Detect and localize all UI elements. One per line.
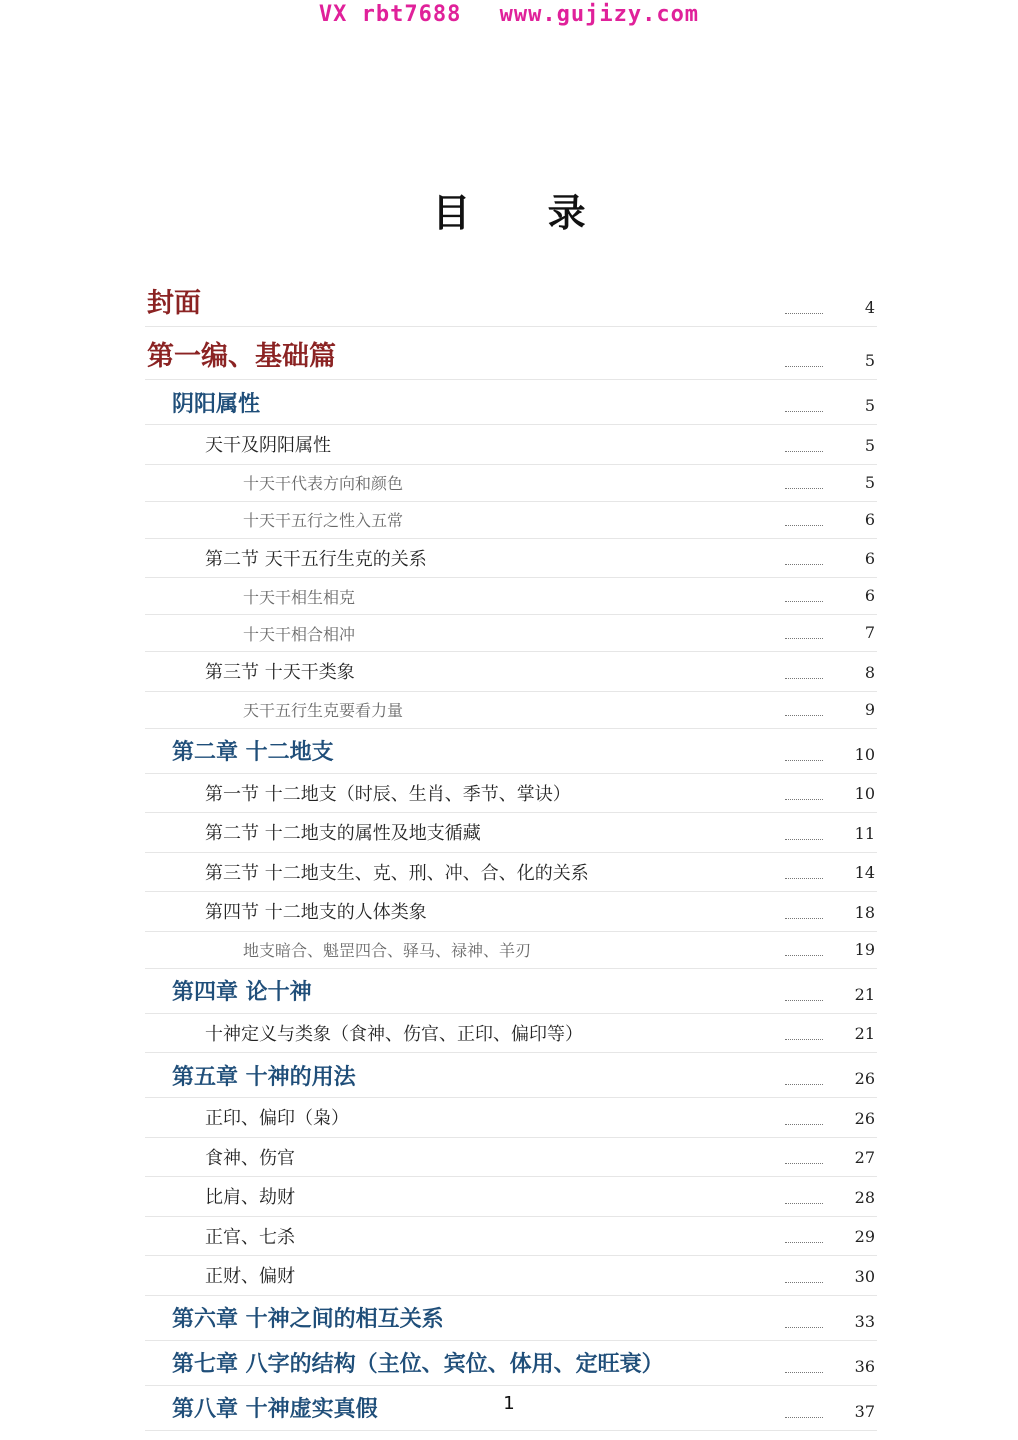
toc-entry-label: 封面 <box>147 287 201 319</box>
toc-leader-dots <box>785 1327 823 1328</box>
toc-entry-label: 十天干相生相克 <box>243 587 356 607</box>
toc-entry[interactable] <box>145 425 877 465</box>
toc-entry-label: 第五章 十神的用法 <box>172 1063 356 1090</box>
toc-leader-dots <box>785 1242 823 1243</box>
toc-entry-page: 5 <box>864 435 875 455</box>
toc-leader-dots <box>785 601 823 602</box>
toc-leader-dots <box>785 366 823 367</box>
toc-entry-page: 36 <box>854 1356 875 1376</box>
toc-entry-page: 5 <box>864 351 875 370</box>
toc-entry-page: 14 <box>854 863 875 882</box>
watermark-wechat: VX rbt7688 <box>318 2 462 27</box>
toc-entry[interactable] <box>145 1256 877 1296</box>
toc-entry-page: 26 <box>854 1108 875 1128</box>
toc-entry[interactable] <box>145 1296 877 1341</box>
toc-entry-page: 21 <box>854 1024 875 1043</box>
toc-entry-label: 第六章 十神之间的相互关系 <box>172 1306 444 1332</box>
toc-entry[interactable] <box>145 1053 877 1098</box>
toc-entry-page: 5 <box>864 472 875 492</box>
toc-entry-label: 第一编、基础篇 <box>147 340 336 372</box>
toc-entry-page: 18 <box>854 902 875 922</box>
toc-entry[interactable] <box>145 539 877 579</box>
toc-leader-dots <box>785 451 823 452</box>
toc-entry[interactable] <box>145 465 877 502</box>
toc-entry-page: 10 <box>854 744 875 764</box>
toc-leader-dots <box>785 1039 823 1040</box>
toc-leader-dots <box>785 1203 823 1204</box>
toc-entry[interactable] <box>145 813 877 853</box>
toc-entry-label: 第七章 八字的结构（主位、宾位、体用、定旺衰） <box>172 1351 664 1377</box>
toc-leader-dots <box>785 1163 823 1164</box>
toc-entry-label: 第三节 十二地支生、克、刑、冲、合、化的关系 <box>205 862 589 884</box>
toc-leader-dots <box>785 525 823 526</box>
toc-leader-dots <box>785 799 823 800</box>
toc-entry[interactable] <box>145 774 877 814</box>
toc-entry-label: 十天干代表方向和颜色 <box>243 474 404 493</box>
toc-leader-dots <box>785 1282 823 1283</box>
toc-entry-page: 19 <box>854 939 875 959</box>
page-number: 1 <box>503 1393 515 1414</box>
watermark-url: www.gujizy.com <box>499 2 700 27</box>
toc-leader-dots <box>785 678 823 679</box>
toc-leader-dots <box>785 564 823 565</box>
toc-entry[interactable] <box>145 692 877 729</box>
toc-entry[interactable] <box>145 1341 877 1386</box>
toc-entry[interactable] <box>145 853 877 893</box>
table-of-contents <box>145 274 877 1431</box>
toc-entry-page: 9 <box>864 699 875 719</box>
toc-leader-dots <box>785 715 823 716</box>
toc-entry-label: 第八章 十神虚实真假 <box>172 1396 378 1422</box>
toc-entry-page: 29 <box>854 1227 875 1246</box>
toc-entry-page: 5 <box>864 396 875 415</box>
toc-leader-dots <box>785 1372 823 1373</box>
watermark <box>0 2 1018 27</box>
toc-leader-dots <box>785 1124 823 1125</box>
toc-entry[interactable] <box>145 1014 877 1054</box>
toc-entry-label: 第二章 十二地支 <box>172 739 334 765</box>
toc-entry-label: 食神、伤官 <box>205 1147 295 1169</box>
toc-entry-label: 第四章 论十神 <box>172 979 312 1005</box>
toc-leader-dots <box>785 918 823 919</box>
toc-leader-dots <box>785 1084 823 1085</box>
toc-leader-dots <box>785 313 823 314</box>
toc-entry-page: 10 <box>854 784 875 803</box>
toc-entry-label: 第一节 十二地支（时辰、生肖、季节、掌诀） <box>205 783 571 805</box>
toc-entry-page: 11 <box>854 823 875 843</box>
toc-leader-dots <box>785 1000 823 1001</box>
toc-entry-label: 第二节 天干五行生克的关系 <box>205 548 427 570</box>
toc-entry-page: 6 <box>864 586 875 605</box>
toc-entry-page: 8 <box>864 662 875 682</box>
toc-entry-label: 第四节 十二地支的人体类象 <box>205 902 427 924</box>
toc-entry-page: 6 <box>864 509 875 529</box>
toc-entry-page: 33 <box>854 1311 875 1331</box>
toc-entry-label: 十神定义与类象（食神、伤官、正印、偏印等） <box>205 1023 583 1045</box>
toc-entry-label: 正财、偏财 <box>205 1266 295 1288</box>
toc-entry-page: 4 <box>864 298 875 317</box>
toc-entry-page: 7 <box>864 623 875 642</box>
toc-entry[interactable] <box>145 1138 877 1178</box>
toc-leader-dots <box>785 839 823 840</box>
toc-entry[interactable] <box>145 380 877 425</box>
toc-entry-page: 37 <box>854 1401 875 1421</box>
toc-leader-dots <box>785 955 823 956</box>
toc-entry-label: 阴阳属性 <box>172 390 261 417</box>
toc-leader-dots <box>785 411 823 412</box>
toc-entry-label: 天干及阴阳属性 <box>205 435 331 457</box>
toc-entry-page: 28 <box>854 1187 875 1207</box>
toc-entry[interactable] <box>145 969 877 1014</box>
toc-entry[interactable] <box>145 502 877 539</box>
toc-entry[interactable] <box>145 578 877 615</box>
toc-entry[interactable] <box>145 615 877 652</box>
toc-entry-label: 天干五行生克要看力量 <box>243 701 404 720</box>
toc-entry-label: 第三节 十天干类象 <box>205 662 355 684</box>
toc-entry-label: 第二节 十二地支的属性及地支循藏 <box>205 823 481 845</box>
page-title: 目 录 <box>432 191 618 235</box>
toc-entry[interactable] <box>145 892 877 932</box>
toc-entry-label: 正印、偏印（枭） <box>205 1108 349 1130</box>
toc-entry[interactable] <box>145 1177 877 1217</box>
toc-leader-dots <box>785 878 823 879</box>
toc-entry[interactable] <box>145 652 877 692</box>
toc-entry-label: 比肩、劫财 <box>205 1187 295 1209</box>
toc-entry-label: 十天干五行之性入五常 <box>243 511 404 530</box>
toc-entry[interactable] <box>145 932 877 969</box>
toc-entry-page: 21 <box>854 984 875 1004</box>
toc-entry-label: 地支暗合、魁罡四合、驿马、禄神、羊刃 <box>243 941 532 960</box>
toc-entry[interactable] <box>145 729 877 774</box>
toc-entry[interactable] <box>145 274 877 327</box>
toc-entry[interactable] <box>145 327 877 380</box>
toc-entry-page: 26 <box>854 1069 875 1088</box>
toc-leader-dots <box>785 760 823 761</box>
toc-leader-dots <box>785 638 823 639</box>
toc-entry-page: 30 <box>854 1266 875 1286</box>
toc-entry-label: 正官、七杀 <box>205 1226 295 1248</box>
toc-entry[interactable] <box>145 1217 877 1257</box>
toc-entry-label: 十天干相合相冲 <box>243 624 356 644</box>
toc-leader-dots <box>785 1417 823 1418</box>
toc-entry-page: 6 <box>864 549 875 568</box>
toc-leader-dots <box>785 488 823 489</box>
toc-entry[interactable] <box>145 1098 877 1138</box>
toc-entry-page: 27 <box>854 1148 875 1167</box>
